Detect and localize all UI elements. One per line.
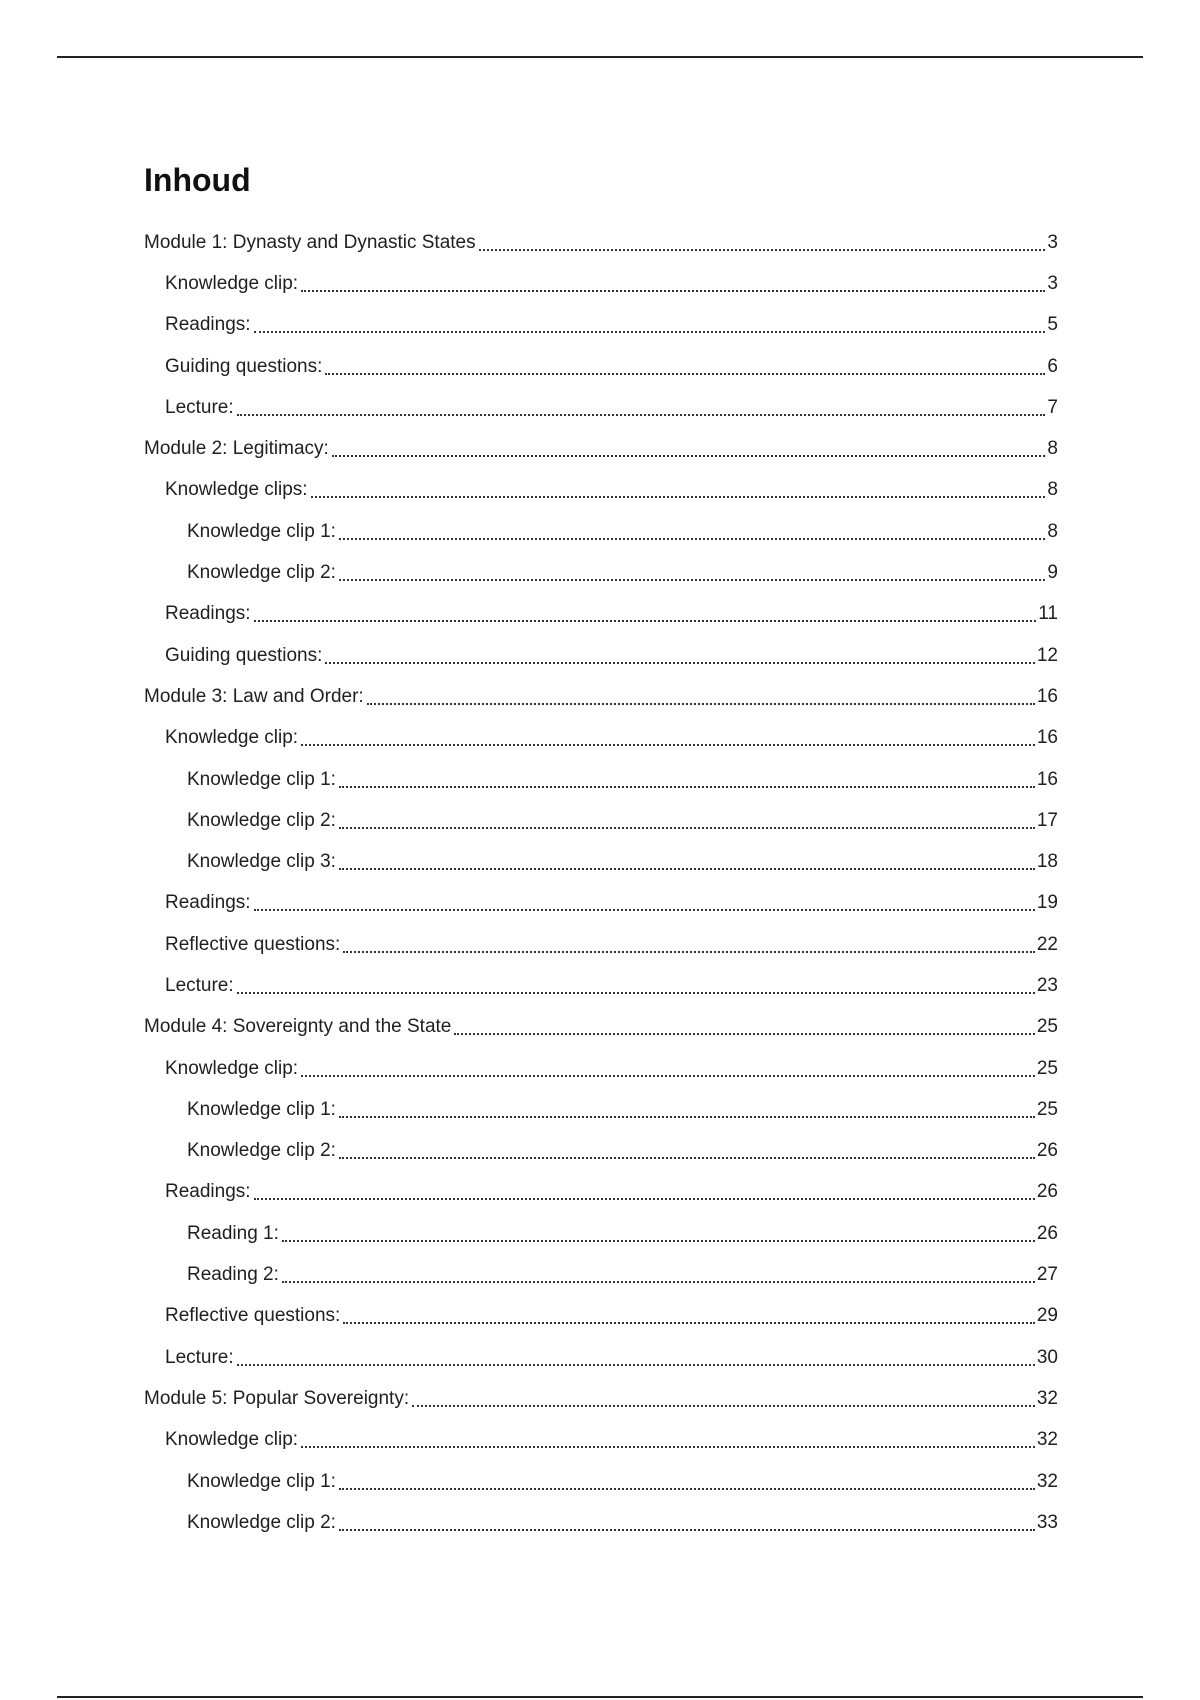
toc-entry-label: Readings:: [165, 603, 251, 625]
page-title: Inhoud: [144, 162, 251, 198]
toc-entry-label: Reading 2:: [187, 1264, 279, 1286]
dot-leader: [367, 703, 1035, 705]
toc-entry-label: Knowledge clip 2:: [187, 809, 336, 831]
toc-entry-page-number: 6: [1047, 355, 1058, 377]
toc-entry-page-number: 33: [1036, 1511, 1058, 1533]
toc-entry-page-number: 18: [1036, 851, 1058, 873]
header-rule: [57, 56, 1143, 58]
toc-entry-label: Readings:: [165, 314, 251, 336]
dot-leader: [339, 1529, 1035, 1531]
dot-leader: [282, 1240, 1035, 1242]
toc-entry-page-number: 8: [1047, 438, 1058, 460]
dot-leader: [237, 1364, 1035, 1366]
toc-entry-page-number: 25: [1036, 1057, 1058, 1079]
toc-entry-page-number: 11: [1038, 603, 1058, 625]
dot-leader: [325, 662, 1034, 664]
toc-entry-page-number: 26: [1036, 1222, 1058, 1244]
toc-entry[interactable]: [144, 1502, 1058, 1543]
toc-entry[interactable]: [144, 924, 1058, 965]
dot-leader: [254, 909, 1035, 911]
toc-entry-label: Lecture:: [165, 1346, 234, 1368]
dot-leader: [301, 1446, 1035, 1448]
toc-entry[interactable]: [144, 263, 1058, 304]
toc-entry-page-number: 9: [1047, 562, 1058, 584]
toc-entry[interactable]: [144, 1337, 1058, 1378]
dot-leader: [339, 1116, 1035, 1118]
dot-leader: [325, 373, 1045, 375]
toc-entry-label: Knowledge clip:: [165, 1057, 299, 1079]
toc-entry-page-number: 32: [1036, 1387, 1058, 1409]
dot-leader: [479, 249, 1046, 251]
dot-leader: [412, 1405, 1035, 1407]
toc-entry[interactable]: [144, 635, 1058, 676]
toc-entry[interactable]: [144, 1420, 1058, 1461]
toc-entry-label: Knowledge clip 2:: [187, 1511, 336, 1533]
toc-entry-page-number: 23: [1036, 974, 1058, 996]
toc-entry-page-number: 12: [1036, 644, 1058, 666]
dot-leader: [339, 786, 1035, 788]
toc-entry[interactable]: [144, 1048, 1058, 1089]
toc-entry-label: Lecture:: [165, 974, 234, 996]
toc-entry-page-number: 5: [1047, 314, 1058, 336]
footer-rule: [57, 1696, 1143, 1698]
toc-entry-label: Lecture:: [165, 396, 234, 418]
toc-entry-label: Knowledge clip 3:: [187, 851, 336, 873]
toc-entry-page-number: 8: [1047, 520, 1058, 542]
toc-entry-label: Guiding questions:: [165, 644, 323, 666]
toc-entry[interactable]: [144, 428, 1058, 469]
toc-entry-label: Readings:: [165, 1181, 251, 1203]
toc-entry[interactable]: [144, 1296, 1058, 1337]
toc-entry[interactable]: [144, 387, 1058, 428]
dot-leader: [339, 579, 1045, 581]
toc-entry[interactable]: [144, 222, 1058, 263]
toc-entry[interactable]: [144, 800, 1058, 841]
dot-leader: [311, 496, 1046, 498]
dot-leader: [339, 1488, 1035, 1490]
toc-entry-page-number: 7: [1047, 396, 1058, 418]
dot-leader: [282, 1281, 1035, 1283]
toc-entry-page-number: 30: [1036, 1346, 1058, 1368]
toc-entry-label: Reflective questions:: [165, 933, 341, 955]
toc-entry-page-number: 19: [1036, 892, 1058, 914]
toc-entry-label: Knowledge clip 1:: [187, 768, 336, 790]
toc-entry[interactable]: [144, 718, 1058, 759]
toc-entry-label: Knowledge clip 2:: [187, 1140, 336, 1162]
toc-entry[interactable]: [144, 841, 1058, 882]
toc-entry-page-number: 32: [1036, 1470, 1058, 1492]
dot-leader: [237, 414, 1046, 416]
dot-leader: [339, 868, 1035, 870]
toc-entry-page-number: 25: [1036, 1098, 1058, 1120]
toc-entry-page-number: 29: [1036, 1305, 1058, 1327]
toc-entry-page-number: 16: [1036, 768, 1058, 790]
toc-entry-label: Knowledge clip 1:: [187, 1470, 336, 1492]
toc-entry[interactable]: [144, 594, 1058, 635]
table-of-contents: [144, 222, 1058, 1544]
toc-entry-page-number: 16: [1036, 685, 1058, 707]
toc-entry-page-number: 26: [1036, 1140, 1058, 1162]
toc-entry[interactable]: [144, 676, 1058, 717]
toc-entry-label: Module 5: Popular Sovereignty:: [144, 1387, 410, 1409]
toc-entry-page-number: 3: [1047, 272, 1058, 294]
dot-leader: [301, 290, 1045, 292]
dot-leader: [343, 1322, 1035, 1324]
toc-entry[interactable]: [144, 883, 1058, 924]
toc-entry-page-number: 8: [1047, 479, 1058, 501]
toc-entry[interactable]: [144, 552, 1058, 593]
dot-leader: [332, 455, 1046, 457]
toc-entry-label: Guiding questions:: [165, 355, 323, 377]
dot-leader: [254, 620, 1037, 622]
toc-entry[interactable]: [144, 759, 1058, 800]
toc-entry-page-number: 26: [1036, 1181, 1058, 1203]
toc-entry-page-number: 16: [1036, 727, 1058, 749]
toc-entry-page-number: 27: [1036, 1264, 1058, 1286]
toc-entry[interactable]: [144, 1213, 1058, 1254]
dot-leader: [237, 992, 1035, 994]
toc-entry[interactable]: [144, 305, 1058, 346]
toc-entry-label: Knowledge clip 1:: [187, 1098, 336, 1120]
toc-entry-label: Knowledge clip 1:: [187, 520, 336, 542]
dot-leader: [454, 1033, 1034, 1035]
toc-entry-label: Module 2: Legitimacy:: [144, 438, 329, 460]
toc-entry[interactable]: [144, 511, 1058, 552]
toc-entry-label: Module 1: Dynasty and Dynastic States: [144, 231, 476, 253]
dot-leader: [301, 1075, 1035, 1077]
toc-entry[interactable]: [144, 1131, 1058, 1172]
toc-entry-label: Reflective questions:: [165, 1305, 341, 1327]
toc-entry-page-number: 32: [1036, 1429, 1058, 1451]
toc-entry-label: Module 4: Sovereignty and the State: [144, 1016, 452, 1038]
toc-entry-page-number: 25: [1036, 1016, 1058, 1038]
dot-leader: [301, 744, 1035, 746]
toc-entry[interactable]: [144, 1007, 1058, 1048]
toc-entry-label: Knowledge clip:: [165, 727, 299, 749]
toc-entry-page-number: 3: [1047, 231, 1058, 253]
toc-entry[interactable]: [144, 1378, 1058, 1419]
dot-leader: [254, 1198, 1035, 1200]
toc-entry-label: Module 3: Law and Order:: [144, 685, 364, 707]
dot-leader: [254, 331, 1046, 333]
toc-entry-label: Knowledge clip:: [165, 272, 299, 294]
dot-leader: [343, 951, 1035, 953]
toc-entry[interactable]: [144, 1461, 1058, 1502]
dot-leader: [339, 538, 1045, 540]
toc-entry[interactable]: [144, 470, 1058, 511]
toc-entry-label: Readings:: [165, 892, 251, 914]
toc-entry[interactable]: [144, 1172, 1058, 1213]
toc-entry[interactable]: [144, 346, 1058, 387]
toc-entry-label: Reading 1:: [187, 1222, 279, 1244]
toc-entry-page-number: 17: [1036, 809, 1058, 831]
toc-entry[interactable]: [144, 1089, 1058, 1130]
dot-leader: [339, 827, 1035, 829]
toc-entry-label: Knowledge clip 2:: [187, 562, 336, 584]
dot-leader: [339, 1157, 1035, 1159]
toc-entry-label: Knowledge clips:: [165, 479, 308, 501]
toc-entry-label: Knowledge clip:: [165, 1429, 299, 1451]
toc-entry[interactable]: [144, 1254, 1058, 1295]
toc-entry[interactable]: [144, 965, 1058, 1006]
toc-entry-page-number: 22: [1036, 933, 1058, 955]
